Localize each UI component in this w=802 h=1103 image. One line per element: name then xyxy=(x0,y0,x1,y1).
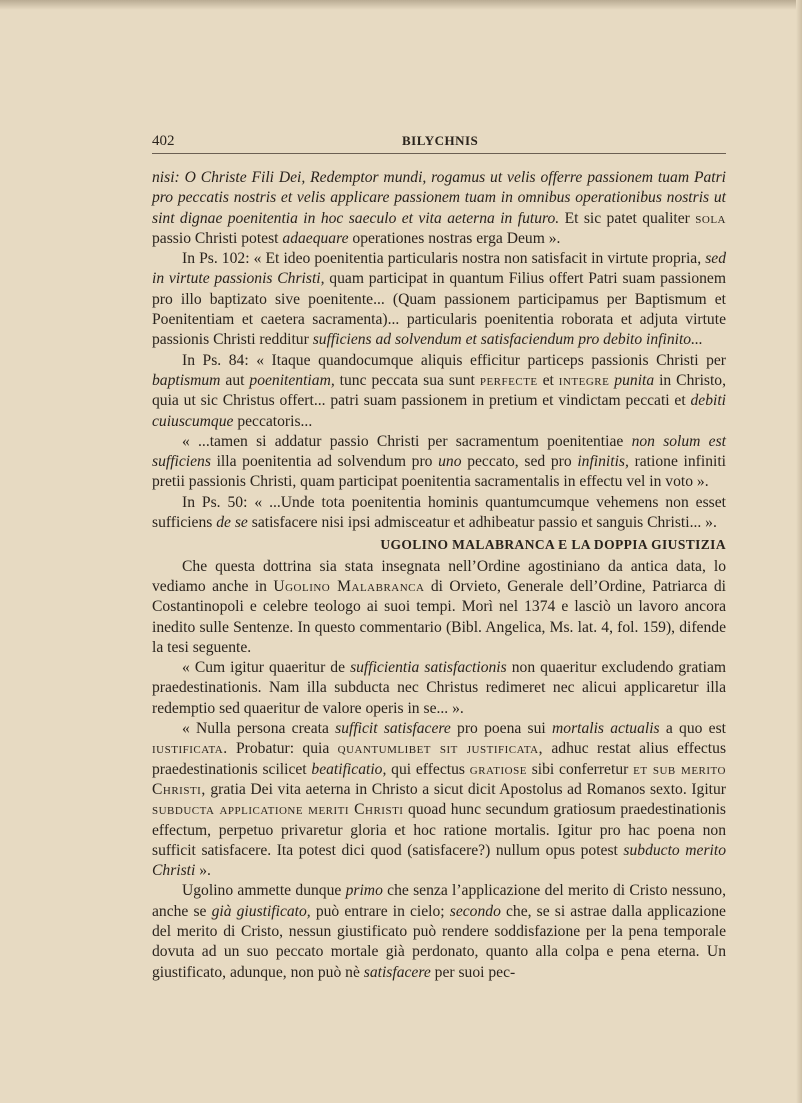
text-run: passio Christi potest xyxy=(152,229,283,247)
text-run: In Ps. 84: « Itaque quandocumque aliquis efficitur particeps passionis Christi per xyxy=(182,351,726,369)
text-run: tunc peccata sua sunt xyxy=(334,371,480,389)
italic-run: mortalis actualis xyxy=(552,720,660,738)
italic-run: poenitentiam, xyxy=(249,371,335,389)
italic-run: primo xyxy=(345,882,383,900)
text-run: peccato, sed pro xyxy=(461,453,578,471)
text-run: ». xyxy=(195,862,211,880)
text-run: in Christo, quia ut sic Christus offert... patri suam passionem in pretium et vindictam peccati et xyxy=(152,371,726,410)
italic-run: sed in virtute passionis Christi, xyxy=(152,250,726,288)
italic-run: sufficientia satisfactionis xyxy=(350,659,507,677)
paragraph xyxy=(152,351,726,432)
italic-run: secondo xyxy=(449,902,501,920)
italic-run: non solum est sufficiens xyxy=(152,432,727,471)
text-run: che senza l’applicazione del merito di Cristo nessuno, anche se xyxy=(152,882,726,920)
text-run: per suoi pec- xyxy=(430,963,516,981)
text-run: et xyxy=(537,371,559,389)
text-run: quoad hunc secundum gratiosum praedestinationis effectum, perpetuo privaretur gloria et hoc ratione mortalis. Igitur pro hac poena non sufficit satisfacere. Ita potest dici quod (satisfacere?) nullum opus potest xyxy=(152,801,726,859)
small-caps-run: quantumlibet sit justificata, xyxy=(337,740,544,758)
paragraph xyxy=(152,249,726,350)
text-run: In Ps. 102: « Et ideo poenitentia particularis nostra non satisfacit in virtute propria, xyxy=(182,250,706,268)
text-run: « ...tamen si addatur passio Christi per sacramentum poenitentiae xyxy=(182,432,632,450)
text-run: adhuc restat alius effectus praedestinationis scilicet xyxy=(152,740,727,778)
text-run: non quaeritur excludendo gratiam praedestinationis. Nam illa subducta nec Christus redimeret nec alicui applicaretur illa redemptio sed quaeritur de valore operis in se... ». xyxy=(152,659,726,717)
text-run: operationes nostras erga Deum ». xyxy=(348,229,561,247)
paragraph xyxy=(152,719,726,881)
italic-run: punita xyxy=(614,371,655,389)
small-caps-run: sola xyxy=(695,209,726,227)
section-heading xyxy=(152,535,726,555)
italic-run: baptismum xyxy=(152,371,221,389)
text-run: Probatur: quia xyxy=(227,740,338,758)
text-run: pro poena sui xyxy=(450,720,553,738)
text-run: In Ps. 50: « ...Unde tota poenitentia hominis quantumcumque vehemens non esset sufficiens xyxy=(152,493,726,532)
text-run: Ugolino ammette dunque xyxy=(182,882,346,900)
page-right-edge xyxy=(796,0,802,1103)
italic-run: nisi: O Christe Fili Dei, Redemptor mundi, rogamus ut velis offerre passionem tuam Patri pro peccatis nostris et velis applicare passionem tuam in omnibus operationibus nostris ut sint dignae poenitentia in hoc saeculo et vita aeterna in futuro. xyxy=(152,169,726,227)
text-run: ratione infiniti pretii passionis Christi, quam participat poenitentia sacramentalis in effectu vel in voto ». xyxy=(152,453,726,491)
page-header xyxy=(152,131,726,154)
text-run: di Orvieto, Generale dell’Ordine, Patriarca di Costantinopoli e celebre teologo ai suoi tempi. Morì nel 1374 e lasciò un lavoro ancora inedito sulle Sentenze. In questo commentario (Bibl. Angelica, Ms. lat. 4, fol. 159), difende la tesi seguente. xyxy=(152,577,726,656)
text-run: « Nulla persona creata xyxy=(182,720,336,738)
italic-run: debiti cuiuscumque xyxy=(152,392,726,430)
italic-run: già giustificato, xyxy=(211,902,311,920)
text-run: che, se si astrae dalla applicazione del merito di Cristo, nessun giustificato può rendere soddisfazione per la pena temporale dovuta ad un suo peccato mortale già perdonato, quanto alla colpa e pena eterna. Un giustificato, adunque, non può nè xyxy=(152,902,726,981)
text-run: quam participat in quantum Filius offert Patri suam passionem pro illo baptizato sive poenitente... (Quam passionem participamus per Baptismum et Poenitentiam et caetera sacramenta)... particularis poenitentia roborata et adjuta virtute passionis Christi redditur xyxy=(152,270,726,349)
paragraph xyxy=(152,432,726,493)
text-run: aut xyxy=(220,371,250,389)
italic-run: uno xyxy=(438,453,462,471)
text-run: satisfacere nisi ipsi admisceatur et adhibeatur passio et sanguis Christi... ». xyxy=(247,514,717,532)
page-top-edge xyxy=(0,0,802,10)
text-run: gratia Dei vita aeterna in Christo a sicut dicit Apostolus ad Romanos sexto. Igitur xyxy=(205,780,726,798)
italic-run: beatificatio, xyxy=(311,760,387,778)
small-caps-run: Ugolino Malabranca xyxy=(273,577,425,595)
italic-run: de se xyxy=(216,514,248,532)
small-caps-run: iustificata. xyxy=(152,740,228,758)
text-run: a quo est xyxy=(659,720,727,738)
text-run: può entrare in cielo; xyxy=(310,902,450,920)
italic-run: sufficit satisfacere xyxy=(335,720,451,738)
page-number: 402 xyxy=(152,133,175,149)
paragraph xyxy=(152,493,726,534)
text-run: « Cum igitur quaeritur de xyxy=(182,659,351,677)
text-run: Et sic patet qualiter xyxy=(559,209,696,227)
italic-run: adaequare xyxy=(282,229,349,247)
running-head: BILYCHNIS xyxy=(402,133,479,148)
text-run: Che questa dottrina sia stata insegnata nell’Ordine agostiniano da antica data, lo vediamo anche in xyxy=(152,557,726,595)
small-caps-run: et sub merito Christi, xyxy=(152,760,727,798)
text-run: UGOLINO MALABRANCA E LA DOPPIA GIUSTIZIA xyxy=(380,537,726,553)
small-caps-run: perfecte xyxy=(479,371,538,389)
italic-run: subducto merito Christi xyxy=(152,841,726,880)
italic-run: satisfacere xyxy=(363,963,431,981)
paragraph xyxy=(152,168,726,249)
paragraph xyxy=(152,557,726,658)
text-run: sibi conferretur xyxy=(526,760,634,778)
body-text xyxy=(152,168,726,983)
text-run: qui effectus xyxy=(386,760,470,778)
paragraph xyxy=(152,658,726,719)
text-run: peccatoris... xyxy=(233,412,313,430)
text-run: illa poenitentia ad solvendum pro xyxy=(210,453,439,471)
paragraph xyxy=(152,881,726,982)
italic-run: sufficiens ad solvendum et satisfaciendum pro debito infinito... xyxy=(312,331,703,349)
italic-run: infinitis, xyxy=(577,453,629,471)
small-caps-run: subducta applicatione meriti Christi xyxy=(152,801,404,819)
small-caps-run: gratiose xyxy=(469,760,527,778)
small-caps-run: integre xyxy=(558,371,610,389)
